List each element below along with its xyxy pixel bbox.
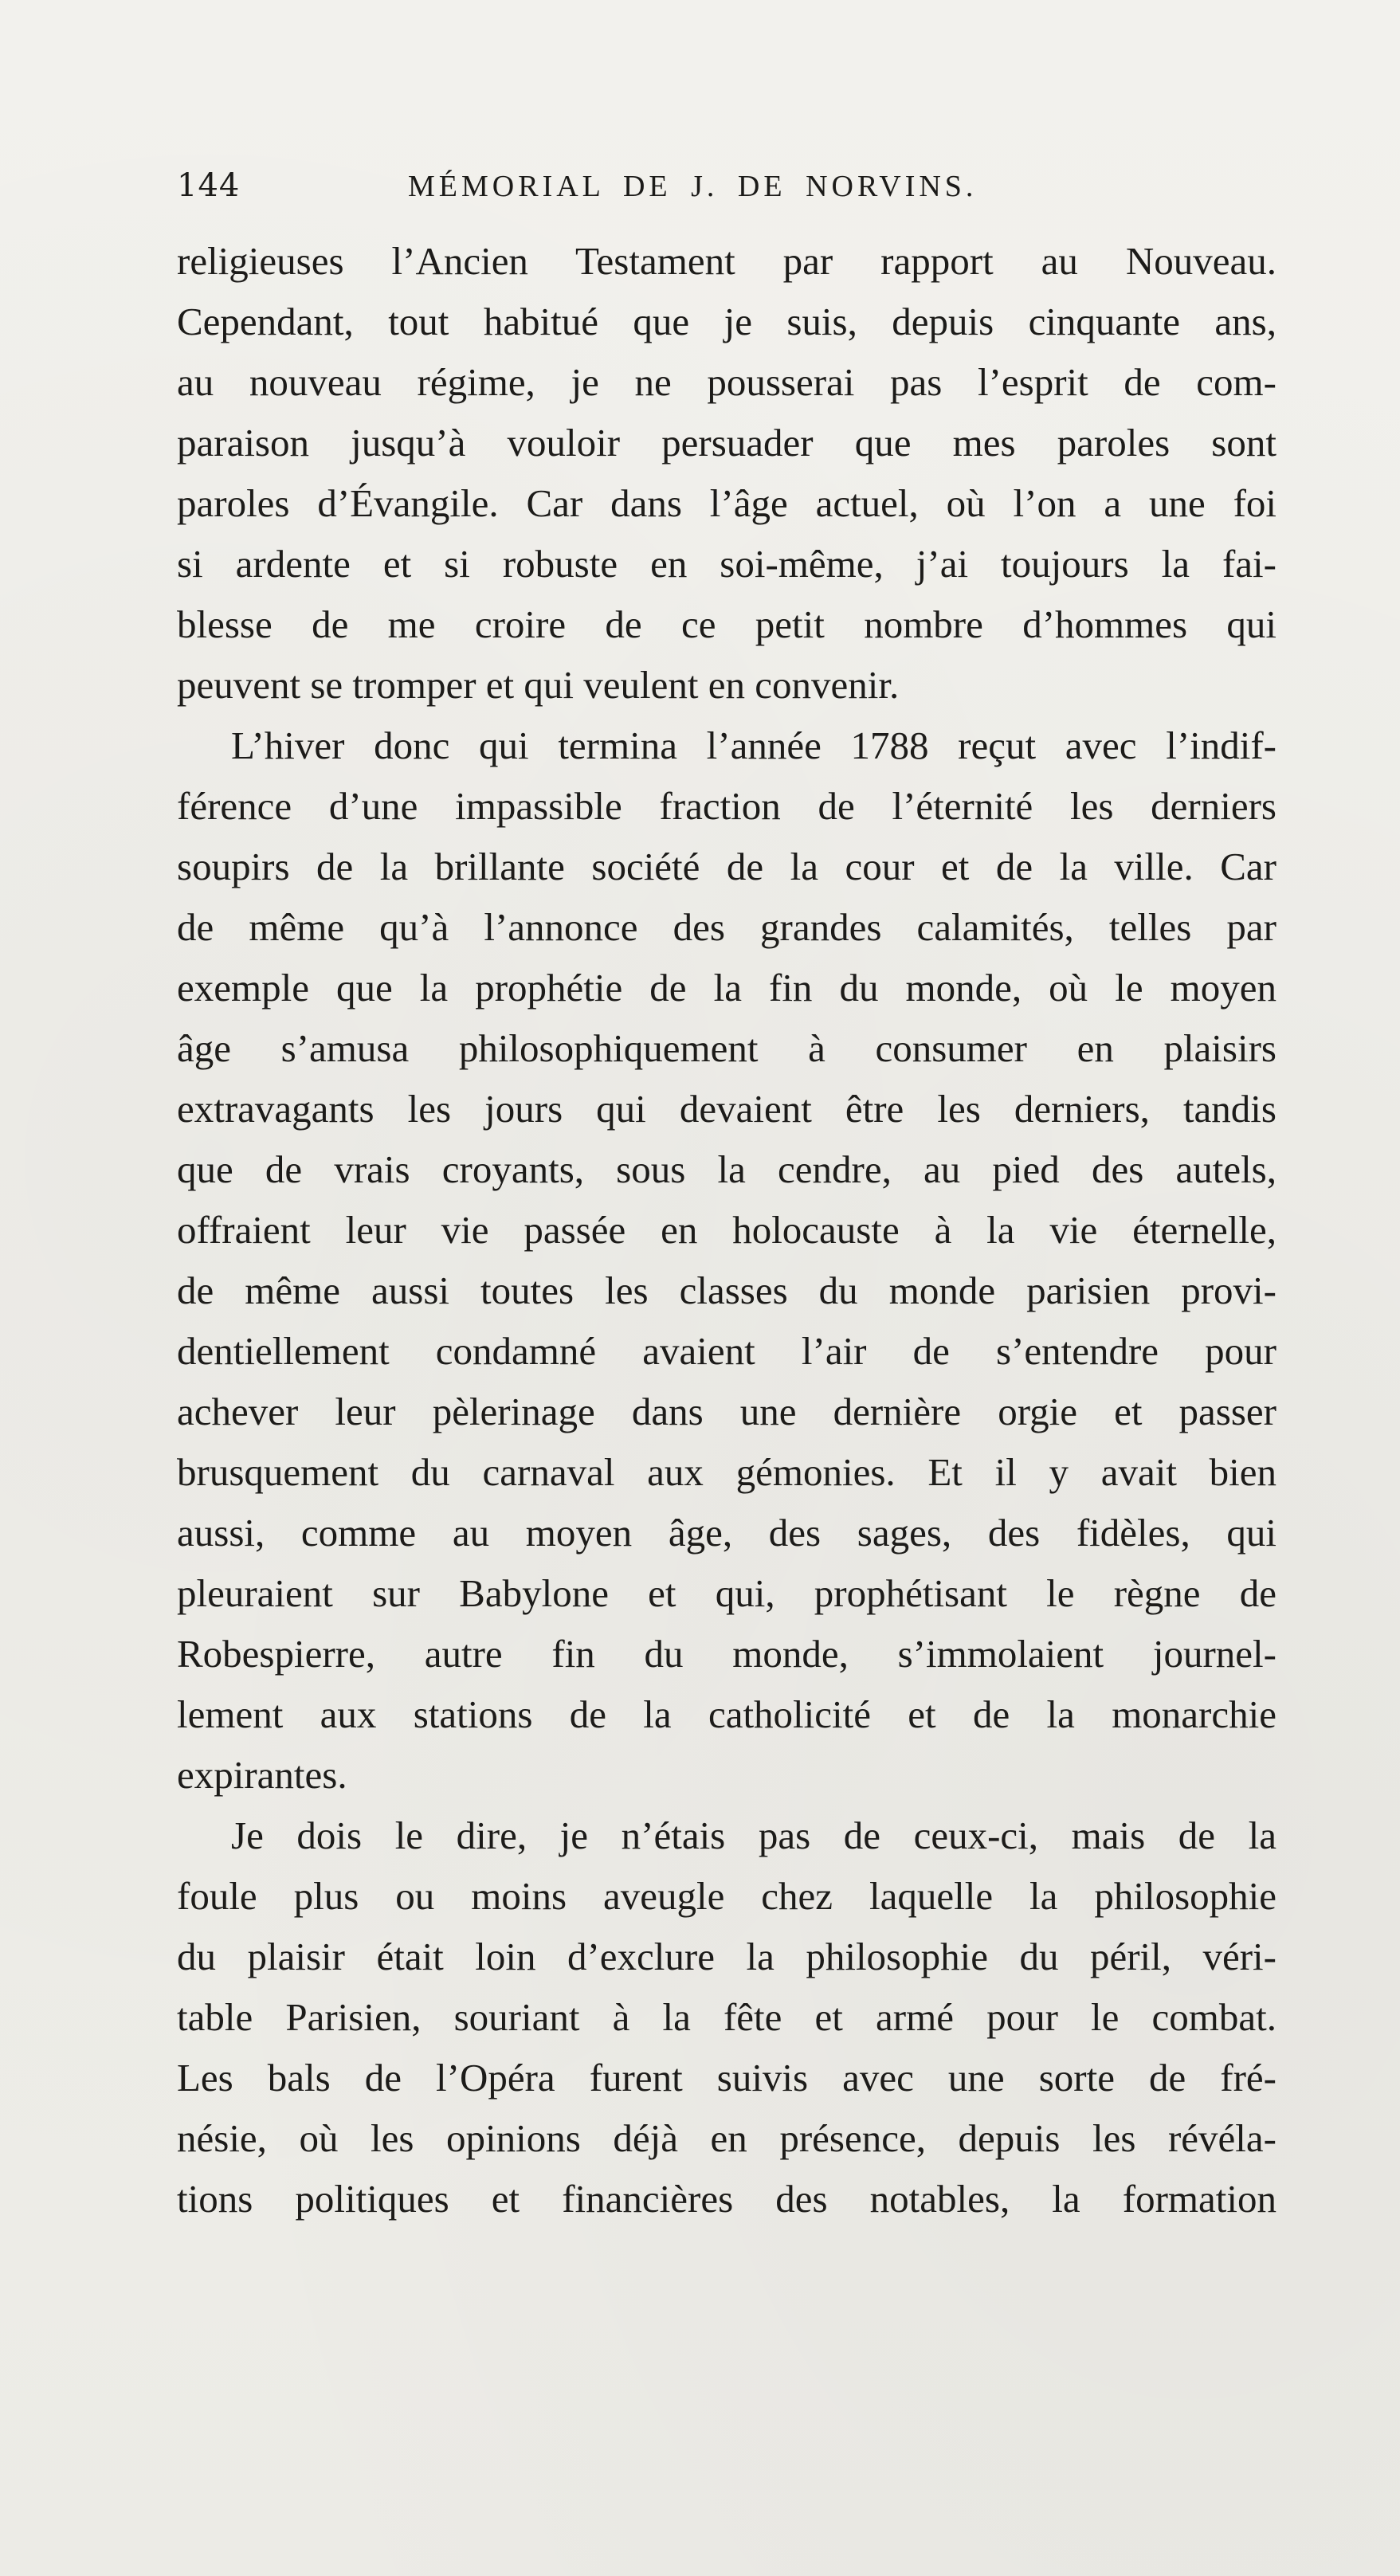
page-number: 144 [177,167,241,204]
text-line: au nouveau régime, je ne pousserai pas l’esprit de com- [177,360,1276,404]
text-line: âge s’amusa philosophiquement à consumer en plaisirs [177,1026,1276,1070]
text-line: Robespierre, autre fin du monde, s’immolaient journel- [177,1632,1276,1676]
text-line: brusquement du carnaval aux gémonies. Et il y avait bien [177,1450,1276,1494]
text-line: L’hiver donc qui termina l’année 1788 reçut avec l’indif- [231,723,1276,767]
text-line: que de vrais croyants, sous la cendre, au pied des autels, [177,1147,1276,1191]
text-line: Cependant, tout habitué que je suis, depuis cinquante ans, [177,300,1276,343]
text-line: paraison jusqu’à vouloir persuader que mes paroles sont [177,421,1276,465]
text-line: blesse de me croire de ce petit nombre d’hommes qui [177,602,1276,646]
running-title: MÉMORIAL DE J. DE NORVINS. [408,170,978,203]
text-line: de même qu’à l’annonce des grandes calamités, telles par [177,905,1276,949]
text-line: de même aussi toutes les classes du monde parisien provi- [177,1268,1276,1312]
text-line: pleuraient sur Babylone et qui, prophétisant le règne de [177,1571,1276,1615]
text-line: férence d’une impassible fraction de l’éternité les derniers [177,784,1276,828]
text-line: achever leur pèlerinage dans une dernière orgie et passer [177,1390,1276,1433]
text-line: tions politiques et financières des notables, la formation [177,2177,1276,2221]
text-line: si ardente et si robuste en soi-même, j’ai toujours la fai- [177,542,1276,586]
paragraph-3 [177,1806,1276,2229]
text-line: Les bals de l’Opéra furent suivis avec une sorte de fré- [177,2056,1276,2100]
running-head [177,167,1276,215]
text-line: expirantes. [177,1753,347,1797]
text-line: du plaisir était loin d’exclure la philosophie du péril, véri- [177,1935,1276,1978]
text-line: extravagants les jours qui devaient être les derniers, tandis [177,1087,1276,1131]
text-line: paroles d’Évangile. Car dans l’âge actuel, où l’on a une foi [177,481,1276,525]
text-line: table Parisien, souriant à la fête et armé pour le combat. [177,1995,1276,2039]
text-line: foule plus ou moins aveugle chez laquelle la philosophie [177,1874,1276,1918]
text-line: nésie, où les opinions déjà en présence, depuis les révéla- [177,2116,1276,2160]
paragraph-2 [177,716,1276,1806]
paragraph-1 [177,231,1276,716]
text-line: aussi, comme au moyen âge, des sages, des fidèles, qui [177,1511,1276,1555]
text-line: religieuses l’Ancien Testament par rapport au Nouveau. [177,239,1276,283]
text-line: soupirs de la brillante société de la cour et de la ville. Car [177,845,1276,888]
text-line: offraient leur vie passée en holocauste à la vie éternelle, [177,1208,1276,1252]
text-line: dentiellement condamné avaient l’air de s’entendre pour [177,1329,1276,1373]
text-line: lement aux stations de la catholicité et de la monarchie [177,1692,1276,1736]
text-line: peuvent se tromper et qui veulent en convenir. [177,663,900,707]
text-line: exemple que la prophétie de la fin du monde, où le moyen [177,966,1276,1010]
text-line: Je dois le dire, je n’étais pas de ceux-ci, mais de la [231,1813,1276,1857]
body-text [177,231,1276,2229]
